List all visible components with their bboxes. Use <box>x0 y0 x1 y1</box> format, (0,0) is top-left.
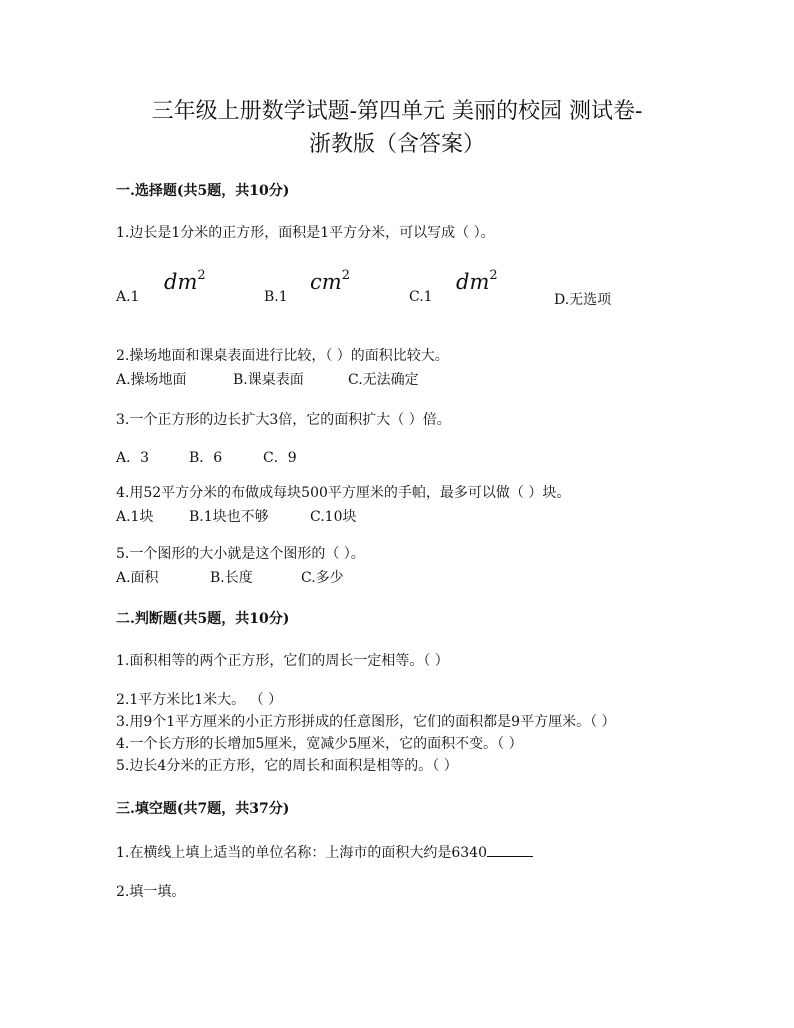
q3-option-a: A．3 <box>116 450 150 466</box>
q1-option-d: D.无选项 <box>554 292 612 308</box>
question-1: 1.边长是1分米的正方形，面积是1平方分米，可以写成（ ）。 <box>116 225 495 241</box>
section-fill-in-heading: 三.填空题(共7题，共37分) <box>116 801 290 817</box>
fill-question-1 <box>116 842 533 862</box>
judge-question-3: 3.用9个1平方厘米的小正方形拼成的任意图形，它们的面积都是9平方厘米。（ ） <box>116 714 616 730</box>
q3-option-b: B．6 <box>189 450 223 466</box>
q1-option-c-unit: $dm^2$ <box>456 268 498 294</box>
q4-option-a: A.1块 <box>116 509 154 525</box>
document-title-line-2: 浙教版（含答案） <box>308 132 485 157</box>
fill-question-1-text: 1.在横线上填上适当的单位名称：上海市的面积大约是6340 <box>116 845 487 861</box>
question-4: 4.用52平方分米的布做成每块500平方厘米的手帕，最多可以做（ ）块。 <box>116 485 571 501</box>
q4-option-c: C.10块 <box>310 509 357 525</box>
q2-option-b: B.课桌表面 <box>233 372 304 388</box>
section-true-false-heading: 二.判断题(共5题，共10分) <box>116 611 290 627</box>
q5-option-a: A.面积 <box>116 570 159 586</box>
judge-question-1: 1.面积相等的两个正方形，它们的周长一定相等。（ ） <box>116 653 449 669</box>
q1-option-a-unit: $dm^2$ <box>164 268 206 294</box>
q2-option-a: A.操场地面 <box>116 372 187 388</box>
q1-option-c: C.1 <box>409 289 433 305</box>
question-2: 2.操场地面和课桌表面进行比较，（ ）的面积比较大。 <box>116 348 449 364</box>
judge-question-5: 5.边长4分米的正方形，它的周长和面积是相等的。（ ） <box>116 758 458 774</box>
q5-option-c: C.多少 <box>301 570 344 586</box>
question-3: 3.一个正方形的边长扩大3倍，它的面积扩大（ ）倍。 <box>116 412 451 428</box>
document-title-line-1: 三年级上册数学试题-第四单元 美丽的校园 测试卷- <box>151 99 643 124</box>
q4-option-b: B.1块也不够 <box>189 509 269 525</box>
judge-question-2: 2.1平方米比1米大。 （ ） <box>116 692 283 708</box>
q5-option-b: B.长度 <box>210 570 253 586</box>
q1-option-a: A.1 <box>116 289 140 305</box>
q1-option-b-unit: $cm^2$ <box>310 268 350 294</box>
section-multiple-choice-heading: 一.选择题(共5题，共10分) <box>116 183 290 199</box>
answer-blank <box>487 842 533 857</box>
fill-question-2: 2.填一填。 <box>116 884 186 900</box>
question-5: 5.一个图形的大小就是这个图形的（ ）。 <box>116 546 365 562</box>
q1-option-b: B.1 <box>264 289 288 305</box>
q3-option-c: C．9 <box>263 450 297 466</box>
q2-option-c: C.无法确定 <box>348 372 419 388</box>
judge-question-4: 4.一个长方形的长增加5厘米，宽减少5厘米，它的面积不变。（ ） <box>116 736 523 752</box>
